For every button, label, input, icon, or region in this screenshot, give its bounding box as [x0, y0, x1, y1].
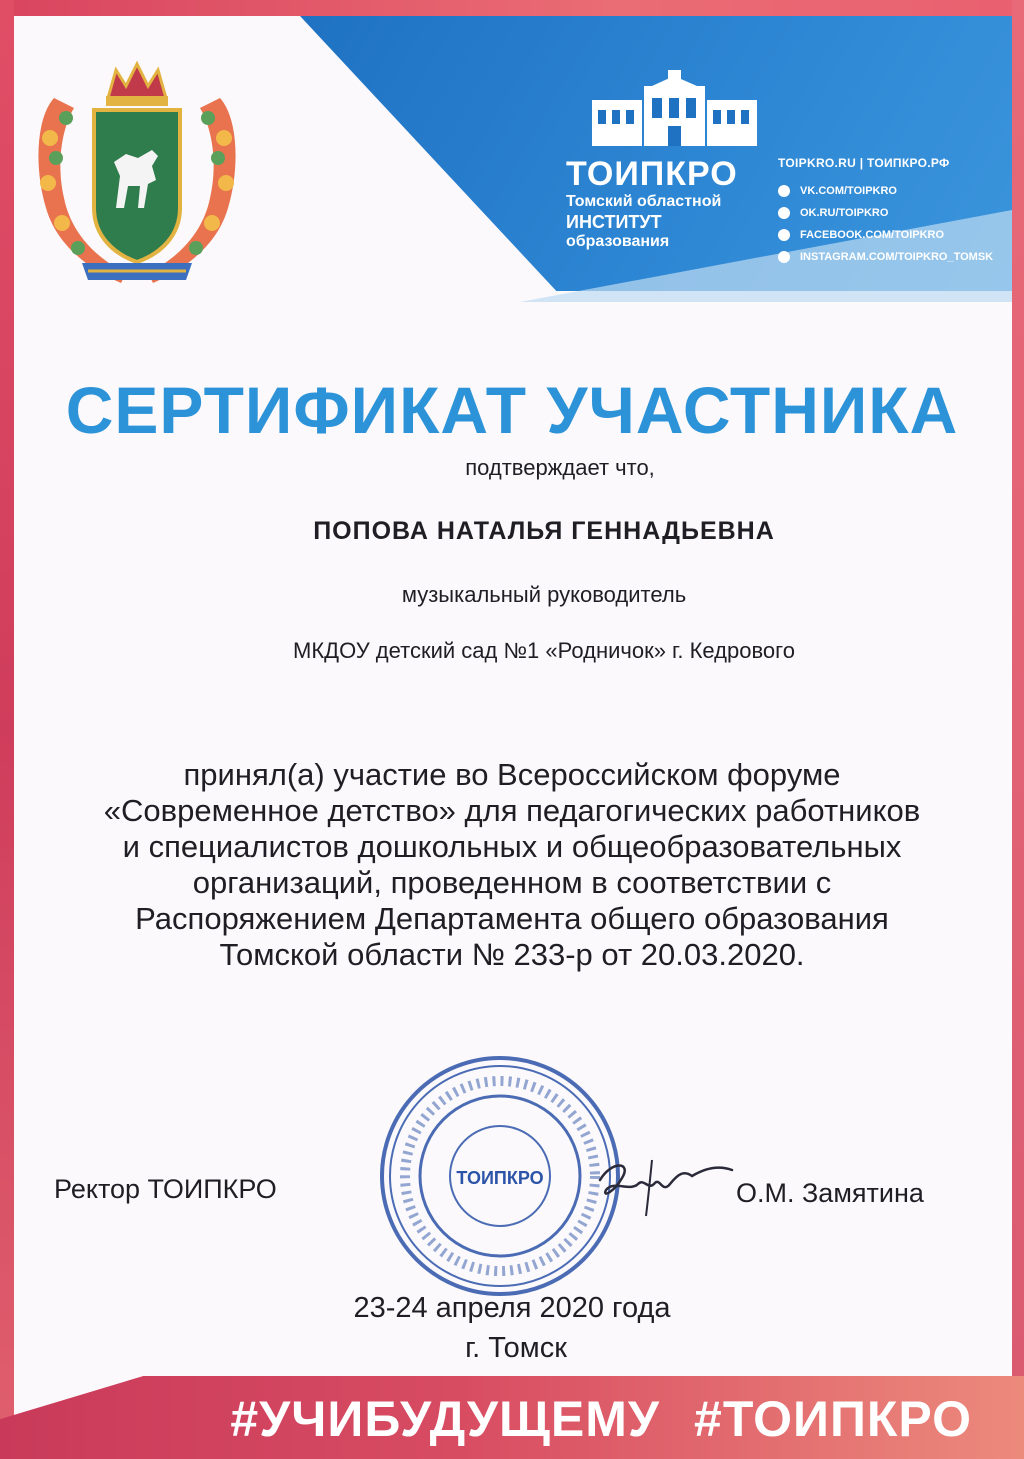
body-line: «Современное детство» для педагогических работников: [103, 793, 921, 828]
left-frame: [0, 0, 14, 1459]
social-link-text: FACEBOOK.COM/TOIPKRO: [800, 229, 945, 241]
instagram-icon: [778, 251, 790, 263]
logo-title: ТОИПКРО: [566, 155, 738, 193]
rector-label: Ректор ТОИПКРО: [54, 1174, 277, 1204]
social-link-text: INSTAGRAM.COM/TOIPKRO_TOMSK: [800, 251, 994, 263]
signer-name: О.М. Замятина: [736, 1178, 924, 1208]
certificate-body: [40, 757, 984, 973]
toipkro-logo: [560, 70, 760, 252]
top-frame: [0, 0, 1024, 16]
hashtags: [196, 1390, 972, 1448]
body-line: Распоряжением Департамента общего образования: [135, 901, 889, 936]
ok-icon: [778, 207, 790, 219]
participant-position: музыкальный руководитель: [401, 582, 687, 607]
logo-subtitle-3: образования: [566, 233, 670, 250]
contact-links: [778, 156, 993, 268]
body-line: и специалистов дошкольных и общеобразовательных: [122, 829, 902, 864]
body-line: Томской области № 233-р от 20.03.2020.: [219, 937, 805, 972]
participant-organization: МКДОУ детский сад №1 «Родничок» г. Кедрового: [293, 638, 795, 663]
body-line: принял(а) участие во Всероссийском форуме: [183, 757, 841, 792]
hashtag-learn-future: #УЧИБУДУЩЕМУ: [230, 1391, 661, 1447]
social-link-text: OK.RU/TOIPKRO: [800, 207, 889, 219]
body-line: организаций, проведенном в соответствии с: [192, 865, 832, 900]
social-link-ok: [778, 202, 993, 224]
logo-subtitle-2: ИНСТИТУТ: [566, 212, 662, 232]
event-date: 23-24 апреля 2020 года: [353, 1292, 671, 1324]
seal-label: ТОИПКРО: [456, 1168, 544, 1188]
social-link-instagram: [778, 246, 993, 268]
logo-subtitle-1: Томский областной: [566, 193, 722, 210]
confirms-text: подтверждает что,: [465, 455, 655, 480]
hashtag-toipkro: #ТОИПКРО: [694, 1391, 972, 1447]
building-icon: [592, 70, 757, 150]
vk-icon: [778, 185, 790, 197]
coat-of-arms-icon: [26, 58, 248, 293]
event-city: г. Томск: [465, 1332, 567, 1364]
social-link-text: VK.COM/TOIPKRO: [800, 185, 897, 197]
social-link-vk: [778, 180, 993, 202]
official-seal: [376, 1052, 624, 1300]
right-frame: [1012, 0, 1024, 1459]
site-links: TOIPKRO.RU | ТОИПКРО.РФ: [778, 156, 950, 170]
social-link-facebook: [778, 224, 993, 246]
certificate-title: СЕРТИФИКАТ УЧАСТНИКА: [65, 373, 959, 447]
handwritten-signature: [592, 1150, 742, 1220]
facebook-icon: [778, 229, 790, 241]
participant-name: ПОПОВА НАТАЛЬЯ ГЕННАДЬЕВНА: [313, 517, 775, 545]
